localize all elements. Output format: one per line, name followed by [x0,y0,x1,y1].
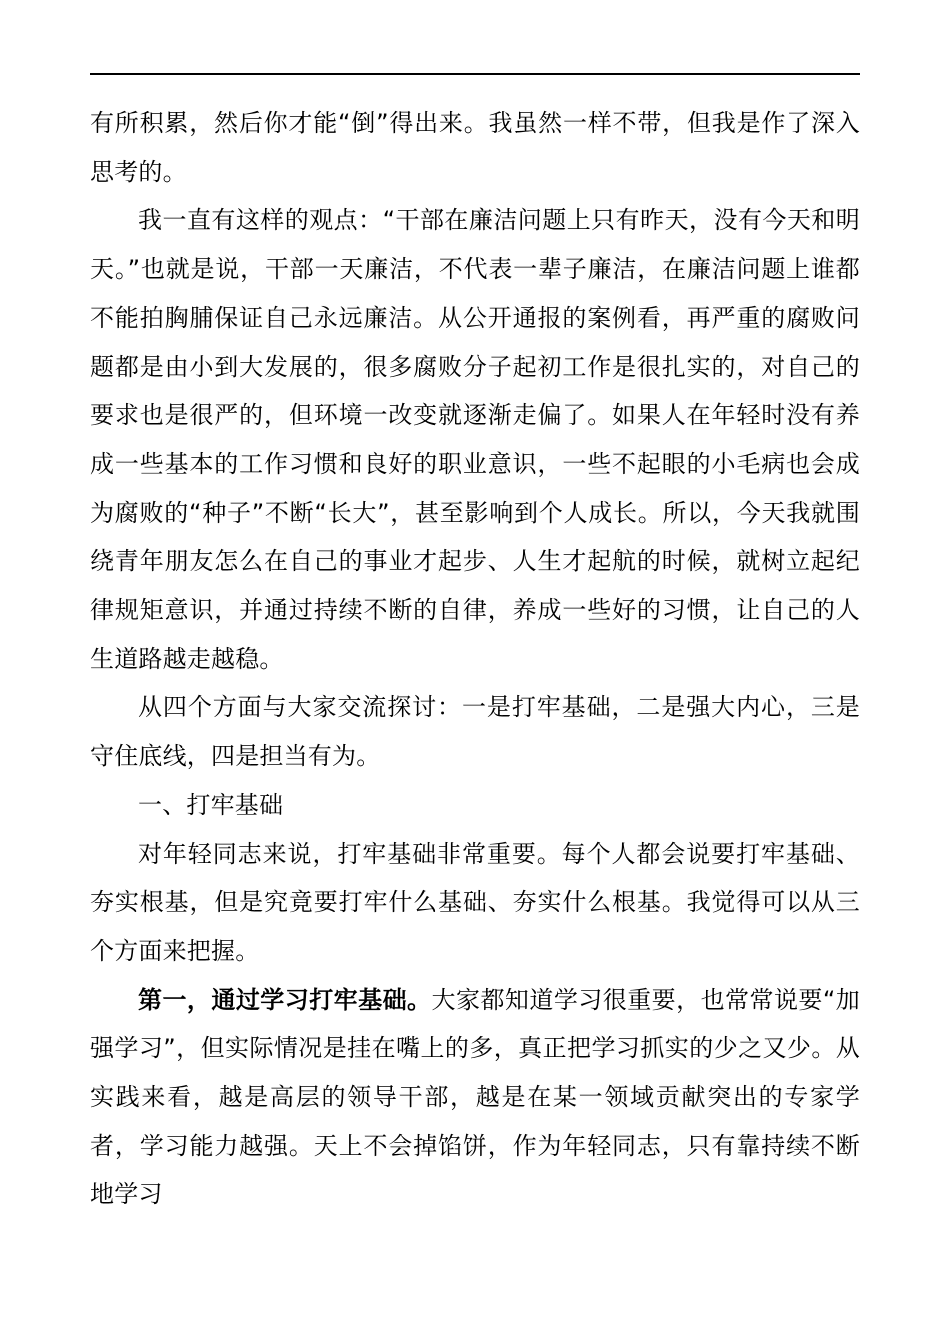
paragraph-lead-bold: 第一，通过学习打牢基础。 [138,985,432,1014]
paragraph-continuation: 有所积累，然后你才能“倒”得出来。我虽然一样不带，但我是作了深入思考的。 [90,109,860,186]
document-body [90,99,860,1219]
paragraph-learning [90,976,860,1220]
paragraph-foundation-importance: 对年轻同志来说，打牢基础非常重要。每个人都会说要打牢基础、夯实根基，但是究竟要打牢什么基础、夯实什么根基。我觉得可以从三个方面来把握。 [90,839,860,965]
section-heading-build-foundation: 一、打牢基础 [138,790,284,819]
paragraph-learning-text: 大家都知道学习很重要，也常常说要“加强学习”，但实际情况是挂在嘴上的多，真正把学习抓实的少之又少。从实践来看，越是高层的领导干部，越是在某一领域贡献突出的专家学者，学习能力越强。天上不会掉馅饼，作为年轻同志，只有靠持续不断地学习 [90,985,860,1209]
paragraph-viewpoint: 我一直有这样的观点：“干部在廉洁问题上只有昨天，没有今天和明天。”也就是说，干部一天廉洁，不代表一辈子廉洁，在廉洁问题上谁都不能拍胸脯保证自己永远廉洁。从公开通报的案例看，再严重的腐败问题都是由小到大发展的，很多腐败分子起初工作是很扎实的，对自己的要求也是很严的，但环境一改变就逐渐走偏了。如果人在年轻时没有养成一些基本的工作习惯和良好的职业意识，一些不起眼的小毛病也会成为腐败的“种子”不断“长大”，甚至影响到个人成长。所以，今天我就围绕青年朋友怎么在自己的事业才起步、人生才起航的时候，就树立起纪律规矩意识，并通过持续不断的自律，养成一些好的习惯，让自己的人生道路越走越稳。 [90,206,860,673]
header-rule [90,73,860,75]
paragraph-four-aspects: 从四个方面与大家交流探讨：一是打牢基础，二是强大内心，三是守住底线，四是担当有为。 [90,693,860,771]
